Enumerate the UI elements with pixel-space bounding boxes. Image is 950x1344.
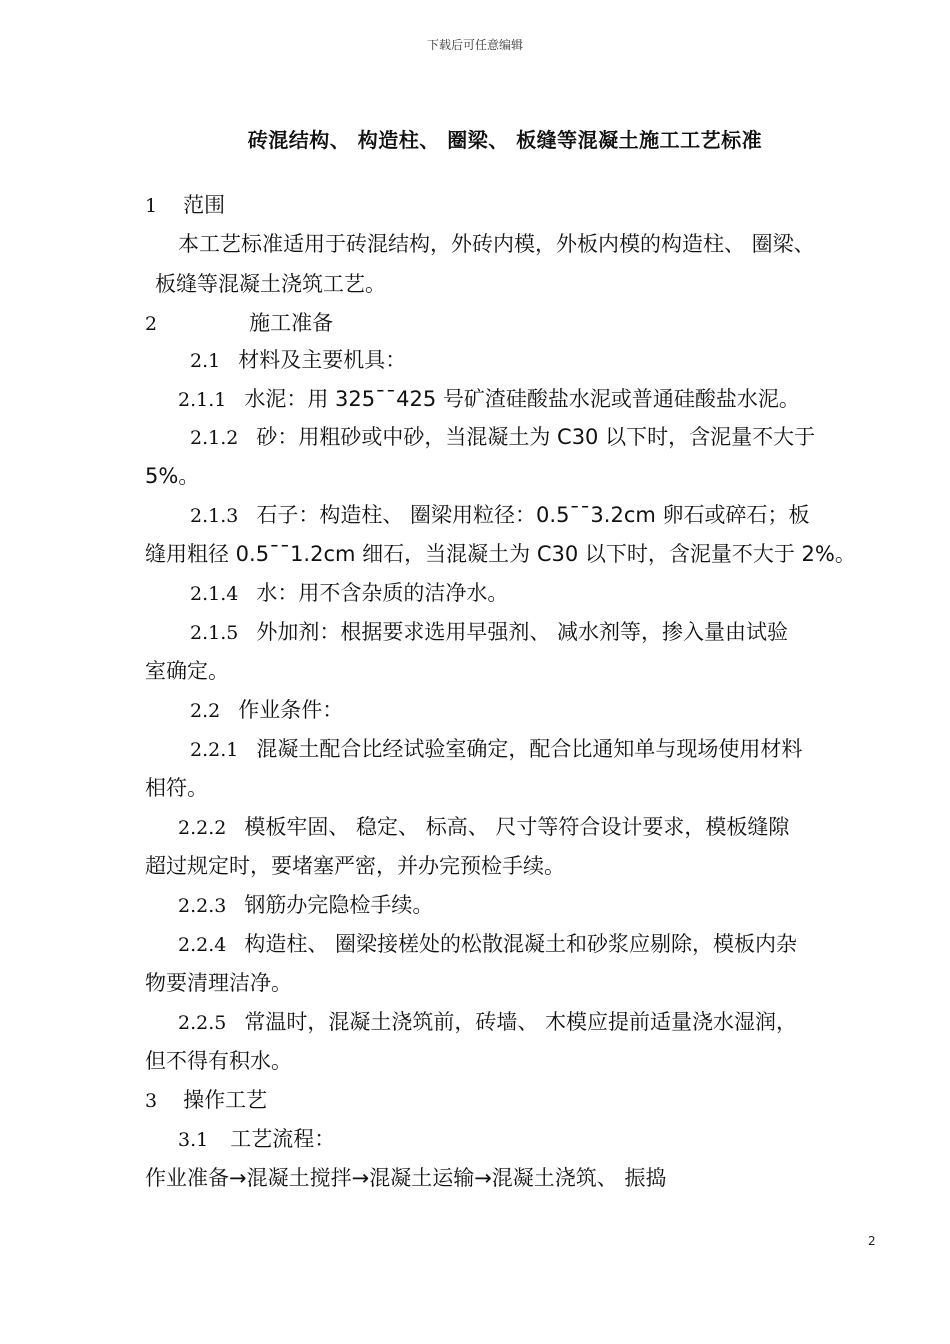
text-line xyxy=(145,311,333,336)
line-text: 石子：构造柱、 圈梁用粒径：0.5¯¯3.2cm 卵石或碎石；板 xyxy=(256,503,810,527)
text-line xyxy=(145,971,292,995)
line-text: 超过规定时，要堵塞严密，并办完预检手续。 xyxy=(145,854,565,878)
section-number: 2.1.2 xyxy=(190,427,239,449)
section-number: 2.1.5 xyxy=(190,622,239,644)
section-number: 2.2.2 xyxy=(178,817,227,839)
text-line xyxy=(178,932,797,957)
section-number: 2.2.4 xyxy=(178,934,227,956)
text-line xyxy=(145,464,199,488)
section-number: 2.1 xyxy=(190,350,221,372)
line-text: 工艺流程： xyxy=(230,1127,336,1151)
text-line xyxy=(145,854,565,878)
line-text: 操作工艺 xyxy=(183,1088,268,1112)
line-text: 板缝等混凝土浇筑工艺。 xyxy=(155,272,386,296)
text-line xyxy=(178,387,800,412)
line-text: 混凝土配合比经试验室确定，配合比通知单与现场使用材料 xyxy=(256,737,803,761)
line-text: 外加剂：根据要求选用早强剂、 减水剂等，掺入量由试验 xyxy=(256,620,789,644)
text-line xyxy=(145,776,208,800)
text-line xyxy=(145,542,856,566)
text-line xyxy=(190,425,815,450)
line-text: 作业条件： xyxy=(238,698,344,722)
section-number: 2.1.4 xyxy=(190,583,239,605)
text-line xyxy=(145,1088,267,1113)
line-text: 水泥：用 325¯¯425 号矿渣硅酸盐水泥或普通硅酸盐水泥。 xyxy=(244,387,800,411)
line-text: 相符。 xyxy=(145,776,208,800)
text-line xyxy=(190,698,343,723)
section-number: 2.2.1 xyxy=(190,739,239,761)
line-text: 范围 xyxy=(183,193,226,217)
section-number: 2.1.1 xyxy=(178,389,227,411)
section-number: 2.2.5 xyxy=(178,1012,227,1034)
section-number: 2.2 xyxy=(190,700,221,722)
line-text: 5%。 xyxy=(145,464,200,488)
document-title: 砖混结构、 构造柱、 圈梁、 板缝等混凝土施工工艺标准 xyxy=(247,128,763,152)
line-text: 砂：用粗砂或中砂，当混凝土为 C30 以下时，含泥量不大于 xyxy=(256,425,816,449)
text-line xyxy=(178,1127,335,1152)
text-line xyxy=(155,272,386,296)
page-header: 下载后可任意编辑 xyxy=(426,38,523,52)
line-text: 室确定。 xyxy=(145,659,229,683)
line-text: 水：用不含杂质的洁净水。 xyxy=(256,581,509,605)
text-line xyxy=(145,1049,292,1073)
text-line xyxy=(145,193,225,218)
line-text: 物要清理洁净。 xyxy=(145,971,292,995)
line-text: 钢筋办完隐检手续。 xyxy=(244,893,434,917)
text-line xyxy=(190,348,406,373)
text-line xyxy=(178,815,789,840)
line-text: 构造柱、 圈梁接槎处的松散混凝土和砂浆应剔除，模板内杂 xyxy=(244,932,798,956)
section-number: 2 xyxy=(145,313,158,335)
line-text: 缝用粗径 0.5¯¯1.2cm 细石，当混凝土为 C30 以下时，含泥量不大于 2%。 xyxy=(145,542,856,566)
text-line xyxy=(145,1166,666,1190)
line-text: 常温时，混凝土浇筑前，砖墙、 木模应提前适量浇水湿润， xyxy=(244,1010,798,1034)
line-text: 模板牢固、 稳定、 标高、 尺寸等符合设计要求，模板缝隙 xyxy=(244,815,790,839)
text-line xyxy=(178,1010,797,1035)
text-line xyxy=(190,581,508,606)
line-text: 本工艺标准适用于砖混结构，外砖内模，外板内模的构造柱、 圈梁、 xyxy=(178,232,815,256)
text-line xyxy=(190,737,802,762)
text-line xyxy=(190,503,810,528)
line-text: 材料及主要机具： xyxy=(238,348,407,372)
section-number: 3 xyxy=(145,1090,158,1112)
line-text: 施工准备 xyxy=(249,311,334,335)
text-line xyxy=(178,893,433,918)
section-number: 2.1.3 xyxy=(190,505,239,527)
line-text: 但不得有积水。 xyxy=(145,1049,292,1073)
section-number: 2.2.3 xyxy=(178,895,227,917)
text-line xyxy=(145,659,229,683)
section-number: 1 xyxy=(145,195,158,217)
section-number: 3.1 xyxy=(178,1129,209,1151)
text-line xyxy=(190,620,788,645)
line-text: 作业准备→混凝土搅拌→混凝土运输→混凝土浇筑、 振捣 xyxy=(145,1166,667,1190)
text-line xyxy=(178,232,815,256)
page-number: 2 xyxy=(868,1234,876,1248)
